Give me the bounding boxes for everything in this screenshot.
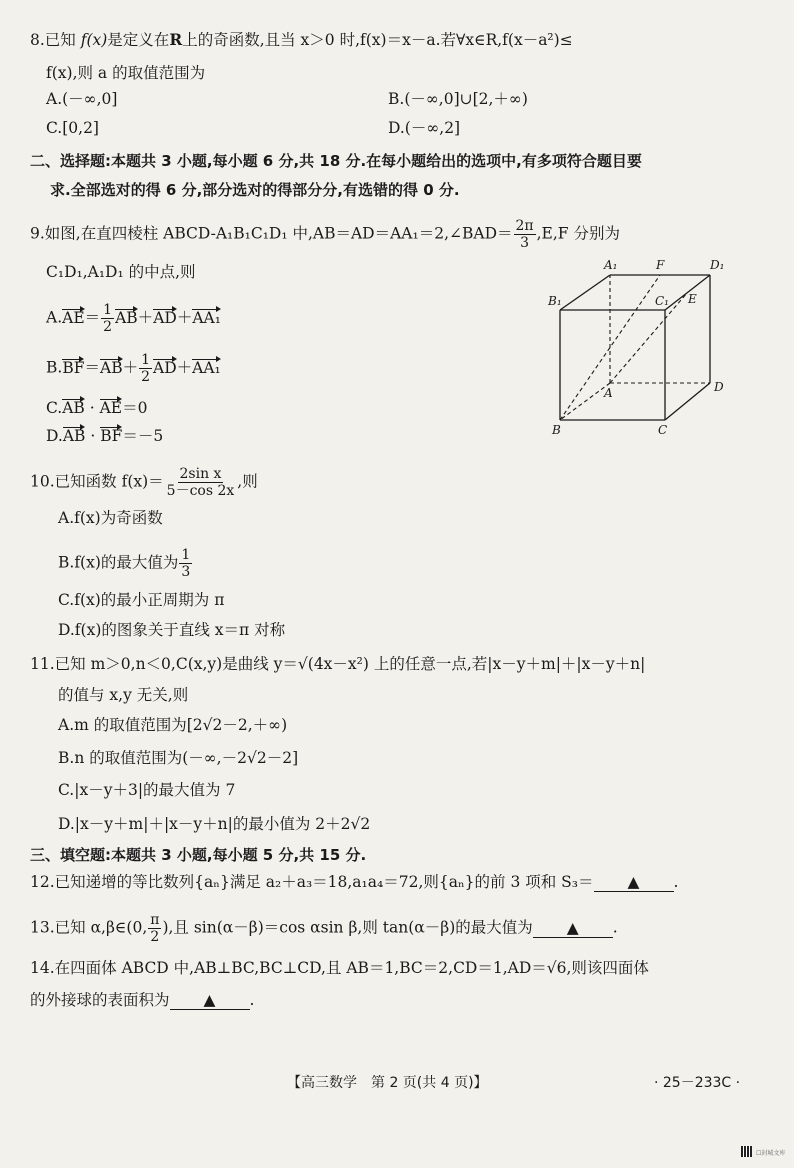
section2-heading-line2: 求.全部选对的得 6 分,部分选对的得部分分,有选错的得 0 分.	[50, 181, 460, 199]
edge-c-d	[665, 383, 710, 420]
prism-figure	[540, 255, 740, 440]
q12-line: 12.已知递增的等比数列{aₙ}满足 a₂＋a₃＝18,a₁a₄＝72,则{aₙ}的前 3 项和 S₃＝ ▲ .	[30, 873, 679, 891]
label-a: A	[604, 386, 613, 400]
q10-option-b: B.f(x)的最大值为 $\frac{1}{3}$	[58, 547, 191, 580]
q11-line2: 的值与 x,y 无关,则	[58, 686, 189, 704]
q11-option-b: B.n 的取值范围为(－∞,－2√2－2]	[58, 749, 299, 767]
label-d1: D₁	[710, 258, 725, 272]
edge-a-b	[560, 383, 610, 420]
q11-line1: 11.已知 m＞0,n＜0,C(x,y)是曲线 y＝√(4x－x²) 上的任意一点,若|x－y＋m|＋|x－y＋n|	[30, 655, 646, 673]
q8-option-b: B.(－∞,0]∪[2,＋∞)	[388, 90, 528, 108]
q9-option-d: D.AB · BF＝－5	[46, 427, 164, 445]
label-f: F	[656, 258, 665, 272]
q11-option-a: A.m 的取值范围为[2√2－2,＋∞)	[58, 716, 288, 734]
q10-stem: 10.已知函数 f(x)＝ $\frac{\text{2sin x}}{5-\cos 2x}$ ,则	[30, 466, 258, 499]
label-b1: B₁	[548, 294, 562, 308]
q8-option-d: D.(－∞,2]	[388, 119, 461, 137]
label-b: B	[552, 423, 561, 437]
qr-code-icon	[741, 1146, 752, 1157]
q11-option-c: C.|x－y＋3|的最大值为 7	[58, 781, 236, 799]
watermark-text: ☐封城文库	[756, 1150, 786, 1157]
q8-option-c: C.[0,2]	[46, 119, 99, 137]
label-c: C	[658, 423, 668, 437]
footer-page-info: 【高三数学 第 2 页(共 4 页)】	[287, 1075, 488, 1091]
q9-line2: C₁D₁,A₁D₁ 的中点,则	[46, 263, 196, 281]
q10-function-fraction: $\frac{\text{2sin x}}{5-\cos 2x}$	[166, 466, 235, 499]
label-c1: C₁	[655, 294, 669, 308]
q9-line1: 9.如图,在直四棱柱 ABCD-A₁B₁C₁D₁ 中,AB＝AD＝AA₁＝2,∠BAD＝ $\frac{2\pi}{3}$ ,E,F 分别为	[30, 218, 620, 251]
q9-option-c: C.AB · AE＝0	[46, 399, 148, 417]
q10-option-c: C.f(x)的最小正周期为 π	[58, 591, 225, 609]
label-a1: A₁	[604, 258, 618, 272]
section2-heading-line1: 二、选择题:本题共 3 小题,每小题 6 分,共 18 分.在每小题给出的选项中,有多项符合题目要	[30, 152, 642, 170]
q8-line1: 8.已知 f(x)是定义在R上的奇函数,且当 x＞0 时,f(x)＝x－a.若∀x∈R,f(x－a²)≤	[30, 30, 573, 49]
q10-option-d: D.f(x)的图象关于直线 x＝π 对称	[58, 621, 286, 639]
q11-option-d: D.|x－y＋m|＋|x－y＋n|的最小值为 2＋2√2	[58, 815, 371, 833]
label-e: E	[688, 292, 697, 306]
section3-heading: 三、填空题:本题共 3 小题,每小题 5 分,共 15 分.	[30, 846, 367, 864]
q14-line1: 14.在四面体 ABCD 中,AB⊥BC,BC⊥CD,且 AB＝1,BC＝2,CD＝1,AD＝√6,则该四面体	[30, 959, 649, 977]
edge-b1-a1	[560, 275, 610, 310]
q8-option-a: A.(－∞,0]	[46, 90, 118, 108]
q14-answer-blank[interactable]: ▲	[170, 991, 250, 1010]
q9-option-b: B.BF＝AB＋ $\frac{1}{2}$ AD＋AA₁	[46, 352, 221, 385]
footer-code: · 25－233C ·	[654, 1075, 741, 1091]
q8-line2: f(x),则 a 的取值范围为	[46, 64, 206, 82]
label-d: D	[714, 380, 724, 394]
q13-answer-blank[interactable]: ▲	[533, 919, 613, 938]
q12-answer-blank[interactable]: ▲	[594, 873, 674, 892]
q9-angle-fraction: $\frac{2\pi}{3}$	[515, 218, 534, 251]
q10-option-a: A.f(x)为奇函数	[58, 509, 163, 527]
q13-line: 13.已知 α,β∈(0, $\frac{\pi}{2}$ ),且 sin(α－β)＝cos αsin β,则 tan(α－β)的最大值为 ▲ .	[30, 912, 618, 945]
segment-a-e	[610, 293, 687, 383]
q14-line2: 的外接球的表面积为 ▲ .	[30, 991, 255, 1009]
q9-option-a: A.AE＝ $\frac{1}{2}$ AB＋AD＋AA₁	[46, 302, 221, 335]
